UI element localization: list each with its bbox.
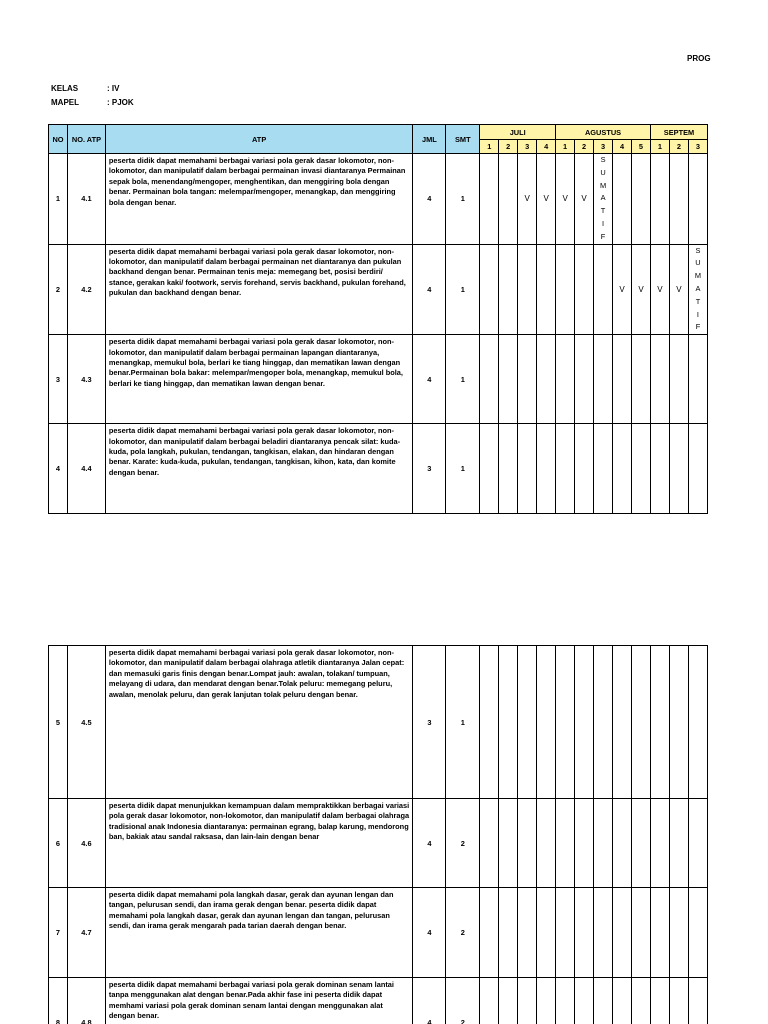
week-cell [631,799,650,888]
week-cell [613,888,632,978]
row-atp-description: peserta didik dapat memahami pola langkah dasar, gerak dan ayunan lengan dan tangan, pelurusan sendi, dan irama gerak dengan benar. peserta didik dapat memahami pola langkah dasar, gerak dan ayunan lengan dan tangan, pelurusan sendi, dan irama gerak mengarah pada tarian daerah dengan benar. [105,888,413,978]
row-smt: 1 [446,244,480,335]
row-jml: 3 [413,424,446,514]
week-header: 1 [650,140,669,154]
week-cell [537,646,556,799]
week-cell [575,888,594,978]
week-header: 1 [556,140,575,154]
week-cell [518,424,537,514]
week-cell [499,244,518,335]
row-jml: 4 [413,244,446,335]
table-row [49,154,708,245]
week-cell [613,154,632,245]
row-atp-description: peserta didik dapat memahami berbagai variasi pola gerak dasar lokomotor, non- lokomotor, dan manipulatif dalam berbagai permainan net diantaranya dan pukulan backhand dengan benar. Permainan tenis meja: memegang bet, posisi berdiri/ stance, gerakan kaki/ footwork, servis forehand, servis backhand, pukulan forehand, pukulan dan backhand dengan benar. [105,244,412,335]
week-cell [594,646,613,799]
week-cell [594,978,613,1024]
week-cell [480,978,499,1024]
week-cell [556,978,575,1024]
week-cell [669,424,688,514]
week-cell-sumatif: S U M A T I F [688,244,707,335]
row-atp-number: 4.4 [67,424,105,514]
week-cell [499,799,518,888]
week-header: 3 [518,140,537,154]
document-title: PROG [687,54,711,63]
week-cell [669,646,688,799]
week-cell [631,888,650,978]
week-cell [631,646,650,799]
row-smt: 1 [446,335,480,424]
week-header: 1 [480,140,499,154]
week-header: 3 [594,140,613,154]
week-cell [537,424,556,514]
row-atp-description: peserta didik dapat memahami berbagai variasi pola gerak dasar lokomotor, non- lokomotor, dan manipulatif dalam berbagai beladiri diantaranya pencak silat: kuda-kuda, pola langkah, pukulan, tendangan, tangkisan, elakan, dan hindaran dengan benar. Karate: kuda-kuda, pukulan, tendangan, tangkisan, kihon, kata, dan komite dengan benar. [105,424,412,514]
row-number: 7 [49,888,68,978]
row-smt: 2 [446,888,480,978]
week-cell [613,978,632,1024]
week-cell [631,978,650,1024]
row-atp-description: peserta didik dapat menunjukkan kemampuan dalam mempraktikkan berbagai variasi pola gerak dasar lokomotor, non-lokomotor, dan manipulatif dalam berbagai olahraga tradisional anak Indonesia diantaranya: permainan egrang, balap karung, mendorong ban, bakiak atau sandal raksasa, dan lain-lain dengan benar [105,799,413,888]
week-header: 2 [575,140,594,154]
week-cell [594,424,613,514]
week-cell [556,646,575,799]
row-jml: 4 [413,799,446,888]
week-cell [480,646,499,799]
row-number: 1 [49,154,68,245]
table-row [49,978,708,1024]
month-header-agustus: AGUSTUS [556,125,651,140]
row-jml: 4 [413,154,446,245]
week-cell [650,799,669,888]
week-cell [575,335,594,424]
week-header: 2 [669,140,688,154]
week-cell [518,799,537,888]
week-cell: V [537,154,556,245]
row-atp-number: 4.5 [67,646,105,799]
week-cell [650,154,669,245]
week-cell [688,154,707,245]
program-table [48,124,708,514]
table-row [49,244,708,335]
week-header: 4 [613,140,632,154]
week-cell [499,154,518,245]
week-cell [556,244,575,335]
week-cell [650,424,669,514]
row-smt: 1 [446,424,480,514]
week-cell [480,888,499,978]
col-header-no-atp: NO. ATP [67,125,105,154]
week-cell [613,799,632,888]
week-cell: V [575,154,594,245]
meta-kelas [51,84,119,93]
table-row [49,424,708,514]
week-cell [499,978,518,1024]
week-cell [688,978,707,1024]
month-header-juli: JULI [480,125,556,140]
week-cell-sumatif: S U M A T I F [594,154,613,245]
col-header-atp: ATP [105,125,412,154]
week-cell [688,646,707,799]
week-header: 4 [537,140,556,154]
week-cell [537,335,556,424]
row-smt: 2 [446,799,480,888]
table-row [49,888,708,978]
week-cell [688,335,707,424]
row-atp-description: peserta didik dapat memahami berbagai variasi pola gerak dasar lokomotor, non- lokomotor, dan manipulatif dalam berbagai permainan lapangan diantaranya, menangkap, memukul bola, berlari ke tiang hinggap, dan mematikan lawan dengan benar.Permainan bola bakar: melempar/mengoper bola, menangkap, memukul bola, berlari ke tiang hinggap, dan mematikan lawan dengan benar. [105,335,412,424]
week-cell [480,154,499,245]
week-header: 2 [499,140,518,154]
row-atp-number: 4.2 [67,244,105,335]
week-cell: V [556,154,575,245]
row-number: 5 [49,646,68,799]
week-cell [575,978,594,1024]
meta-value: : IV [107,84,120,93]
week-cell [518,646,537,799]
week-cell [480,244,499,335]
week-cell [632,154,651,245]
week-cell [480,799,499,888]
week-cell [518,244,537,335]
week-cell [688,799,707,888]
week-cell [613,335,632,424]
col-header-no: NO [49,125,68,154]
week-header: 5 [632,140,651,154]
table-row [49,799,708,888]
week-cell: V [669,244,688,335]
row-atp-description: peserta didik dapat memahami berbagai variasi pola gerak dasar lokomotor, non- lokomotor, dan manipulatif dalam berbagai olahraga atletik diantaranya Jalan cepat: dan memasuki garis finis dengan benar.Lompat jauh: awalan, tolakan/ tumpuan, melayang di udara, dan mendarat dengan benar.Tolak peluru: memegang peluru, awalan, menolak peluru, dan gerak lanjutan tolak peluru dengan benar. [105,646,413,799]
row-number: 6 [49,799,68,888]
week-cell [594,244,613,335]
row-atp-number: 4.6 [67,799,105,888]
table-section-1 [48,124,708,514]
row-smt: 1 [446,646,480,799]
week-cell [575,244,594,335]
week-cell: V [613,244,632,335]
week-cell [499,335,518,424]
row-jml: 3 [413,646,446,799]
meta-key: KELAS [51,84,79,93]
row-smt: 2 [446,978,480,1024]
week-cell [518,978,537,1024]
week-cell [650,888,669,978]
week-cell [594,799,613,888]
row-jml: 4 [413,888,446,978]
week-cell [480,424,499,514]
row-atp-number: 4.1 [67,154,105,245]
week-cell [669,978,688,1024]
row-atp-number: 4.3 [67,335,105,424]
row-number: 4 [49,424,68,514]
week-cell [669,888,688,978]
week-cell [556,799,575,888]
week-header: 3 [688,140,707,154]
week-cell [499,424,518,514]
row-atp-description: peserta didik dapat memahami berbagai variasi pola gerak dasar lokomotor, non-lokomotor, dan manipulatif dalam berbagai permainan invasi diantaranya Permainan sepak bola, menendang/mengoper, menghentikan, dan menggiring bola dengan benar. Permainan bola tangan: melempar/mengoper, menangkap, dan menggiring bola dengan benar. [105,154,412,245]
program-table-continued [48,645,708,1024]
week-cell [518,335,537,424]
row-number: 2 [49,244,68,335]
week-cell [594,335,613,424]
week-cell [537,244,556,335]
row-atp-description: peserta didik dapat memahami berbagai variasi pola gerak dominan senam lantai tanpa menggunakan alat dengan benar.Pada akhir fase ini peserta didik dapat memhami variasi pola gerak dominan senam lantai dengan menggunakan alat dengan benar. [105,978,413,1024]
row-atp-number: 4.8 [67,978,105,1024]
meta-key: MAPEL [51,98,79,107]
month-header-september: SEPTEM [650,125,707,140]
week-cell: V [650,244,669,335]
week-cell [537,799,556,888]
week-cell: V [518,154,537,245]
week-cell [669,799,688,888]
table-section-2 [48,645,708,1024]
week-cell: V [632,244,651,335]
meta-mapel [51,98,134,107]
col-header-smt: SMT [446,125,480,154]
week-cell [518,888,537,978]
week-cell [613,424,632,514]
week-cell [613,646,632,799]
col-header-jml: JML [413,125,446,154]
week-cell [669,335,688,424]
week-cell [556,424,575,514]
week-cell [632,335,651,424]
week-cell [556,335,575,424]
week-cell [575,646,594,799]
row-jml: 4 [413,978,446,1024]
row-smt: 1 [446,154,480,245]
week-cell [537,888,556,978]
week-cell [575,799,594,888]
week-cell [650,978,669,1024]
week-cell [537,978,556,1024]
row-number: 3 [49,335,68,424]
week-cell [632,424,651,514]
table-row [49,646,708,799]
table-row [49,335,708,424]
week-cell [650,335,669,424]
week-cell [499,888,518,978]
week-cell [669,154,688,245]
week-cell [480,335,499,424]
row-number: 8 [49,978,68,1024]
meta-value: : PJOK [107,98,134,107]
week-cell [688,888,707,978]
week-cell [499,646,518,799]
week-cell [575,424,594,514]
week-cell [594,888,613,978]
week-cell [556,888,575,978]
row-atp-number: 4.7 [67,888,105,978]
week-cell [650,646,669,799]
week-cell [688,424,707,514]
row-jml: 4 [413,335,446,424]
